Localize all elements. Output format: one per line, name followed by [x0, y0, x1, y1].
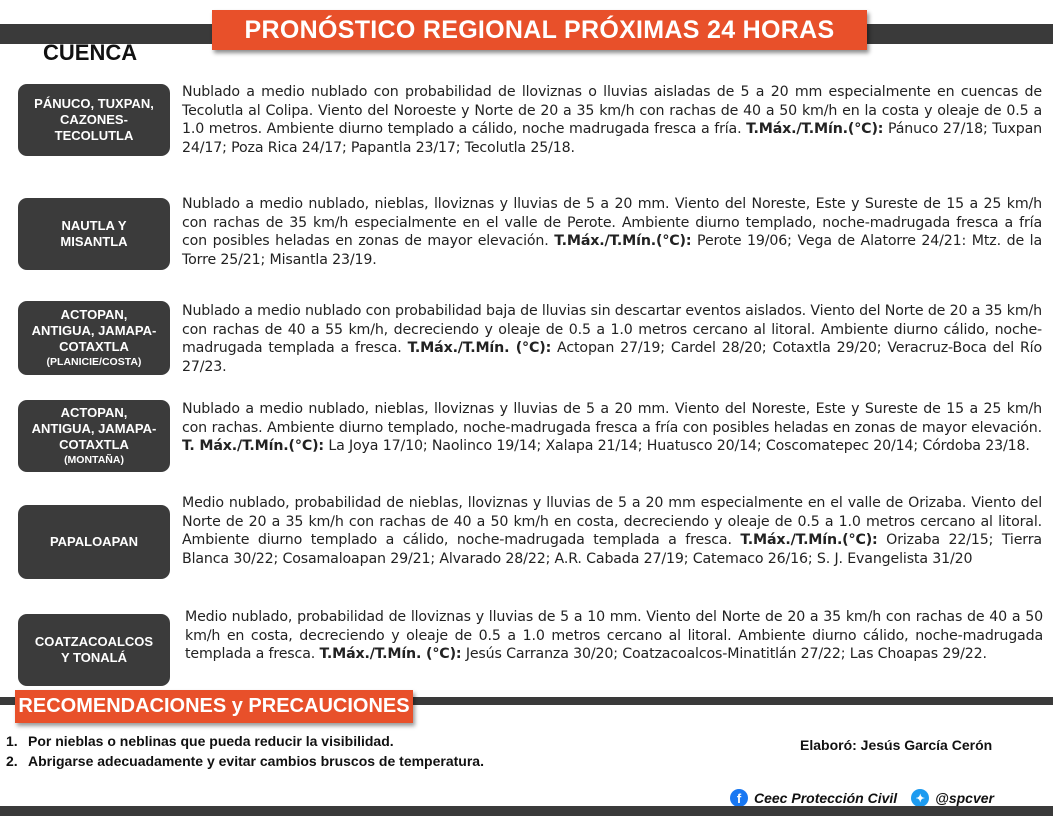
- forecast-text: Nublado a medio nublado, nieblas, lloviznas y lluvias de 5 a 20 mm. Viento del Noreste, Este y Sureste de 15 a 25 km/h con rachas. Ambiente diurno templado, noche-madrugada fresca a fría con posibles heladas en zonas de mayor elevación.: [182, 401, 1042, 436]
- region-forecast-actopan-costa: [182, 302, 1042, 376]
- region-forecast-actopan-montana: [182, 400, 1042, 456]
- forecast-text: Nublado a medio nublado con probabilidad de lloviznas o lluvias aisladas de 5 a 20 mm especialmente en cuencas de Tecolutla al Colipa. Viento del Noroeste y Norte de 20 a 35 km/h con rachas de 40 a 50 km/h en la costa y oleaje de 0.5 a 1.0 metros. Ambiente diurno templado a cálido, noche madrugada fresca a fría.: [182, 84, 1042, 137]
- section-label: CUENCA: [43, 40, 138, 65]
- twitter-icon[interactable]: ✦: [911, 789, 929, 807]
- list-item-text: Por nieblas o neblinas que pueda reducir la visibilidad.: [28, 733, 394, 749]
- temp-label: T.Máx./T.Mín.(°C):: [740, 532, 878, 548]
- region-name-line: ANTIGUA, JAMAPA-: [31, 421, 157, 436]
- temp-values: Perote 19/06; Vega de Alatorre 24/21: Mtz. de la Torre 25/21; Misantla 23/19.: [182, 233, 1042, 268]
- temp-label: T. Máx./T.Mín.(°C):: [182, 438, 324, 454]
- temp-values: La Joya 17/10; Naolinco 19/14; Xalapa 21/14; Huatusco 20/14; Coscomatepec 20/14; Córdoba 23/18.: [328, 438, 1030, 454]
- region-name-line: ANTIGUA, JAMAPA-: [31, 323, 157, 338]
- region-label-panuco: [18, 84, 170, 156]
- region-name-line: COTAXTLA: [59, 437, 129, 452]
- list-item: [6, 751, 484, 771]
- bottom-bar: [0, 806, 1053, 816]
- forecast-text: Medio nublado, probabilidad de nieblas, lloviznas y lluvias de 5 a 20 mm especialmente en el valle de Orizaba. Viento del Norte de 20 a 35 km/h con rachas de 40 a 50 km/h en costa, decreciendo y oleaje de 0.5 a 1.0 metros cercano al litoral. Ambiente diurno templado a cálido, noche-madrugada templada a fresca.: [182, 495, 1042, 548]
- region-forecast-coatzacoalcos: [185, 608, 1043, 664]
- forecast-text: Nublado a medio nublado, nieblas, lloviznas y lluvias de 5 a 20 mm. Viento del Noreste, Este y Sureste de 15 a 25 km/h con rachas de 35 km/h especialmente en el valle de Perote. Ambiente diurno templado, noche-madrugada fresca a fría con posibles heladas en zonas de mayor elevación.: [182, 196, 1042, 249]
- recommendations-title: RECOMENDACIONES y PRECAUCIONES: [15, 690, 413, 723]
- recommendations-list: [6, 731, 484, 771]
- region-label-papaloapan: [18, 505, 170, 579]
- page-title: PRONÓSTICO REGIONAL PRÓXIMAS 24 HORAS: [212, 10, 867, 50]
- region-name-line: PÁNUCO, TUXPAN,: [34, 96, 154, 111]
- region-name-line: PAPALOAPAN: [49, 534, 139, 549]
- region-subtitle: (MONTAÑA): [64, 454, 124, 466]
- region-name-line: ACTOPAN,: [60, 405, 128, 420]
- list-item-number: 1.: [6, 733, 18, 749]
- facebook-icon[interactable]: f: [730, 789, 748, 807]
- forecast-text: Nublado a medio nublado con probabilidad baja de lluvias sin descartar eventos aislados. Viento del Norte de 20 a 35 km/h con rachas de 40 a 55 km/h, decreciendo y oleaje de 0.5 a 1.0 metros cercano al litoral. Ambiente diurno cálido, noche-madrugada templada a fresca.: [182, 303, 1042, 356]
- temp-values: Orizaba 22/15; Tierra Blanca 30/22; Cosamaloapan 29/21; Alvarado 28/22; A.R. Cabada 27/19; Catemaco 26/16; S. J. Evangelista 31/20: [182, 532, 1042, 567]
- temp-label: T.Máx./T.Mín.(°C):: [554, 233, 692, 249]
- list-item-number: 2.: [6, 753, 18, 769]
- region-name-line: Y TONALÁ: [61, 650, 127, 665]
- author-credit: Elaboró: Jesús García Cerón: [800, 737, 993, 753]
- temp-label: T.Máx./T.Mín. (°C):: [319, 646, 462, 662]
- twitter-handle[interactable]: @spcver: [935, 790, 994, 806]
- list-item-text: Abrigarse adecuadamente y evitar cambios bruscos de temperatura.: [28, 753, 484, 769]
- region-name-line: NAUTLA Y: [61, 218, 127, 233]
- facebook-handle[interactable]: Ceec Protección Civil: [754, 790, 898, 806]
- temp-values: Pánuco 27/18; Tuxpan 24/17; Poza Rica 24/17; Papantla 23/17; Tecolutla 25/18.: [182, 121, 1042, 156]
- region-name-line: COTAXTLA: [59, 339, 129, 354]
- region-label-coatzacoalcos: [18, 614, 170, 686]
- region-name-line: MISANTLA: [60, 234, 128, 249]
- temp-values: Jesús Carranza 30/20; Coatzacoalcos-Minatitlán 27/22; Las Choapas 29/22.: [465, 646, 987, 662]
- region-label-actopan-montana: [18, 400, 170, 472]
- region-name-line: ACTOPAN,: [60, 307, 128, 322]
- region-name-line: TECOLUTLA: [54, 128, 134, 143]
- region-subtitle: (PLANICIE/COSTA): [46, 356, 142, 368]
- temp-values: Actopan 27/19; Cardel 28/20; Cotaxtla 29/20; Veracruz-Boca del Río 27/23.: [182, 340, 1042, 375]
- list-item: [6, 731, 484, 751]
- region-forecast-nautla: [182, 195, 1042, 269]
- region-label-actopan-costa: [18, 301, 170, 375]
- region-forecast-panuco: [182, 83, 1042, 157]
- region-name-line: COATZACOALCOS: [34, 634, 154, 649]
- temp-label: T.Máx./T.Mín. (°C):: [407, 340, 552, 356]
- region-label-nautla: [18, 198, 170, 270]
- forecast-text: Medio nublado, probabilidad de lloviznas y lluvias de 5 a 10 mm. Viento del Norte de 20 a 35 km/h con rachas de 40 a 50 km/h en costa, decreciendo y oleaje de 0.5 a 1.0 metros cercano al litoral. Ambiente diurno cálido, noche-madrugada templada a fresca.: [185, 609, 1043, 662]
- region-name-line: CAZONES-: [60, 112, 128, 127]
- temp-label: T.Máx./T.Mín.(°C):: [746, 121, 884, 137]
- region-forecast-papaloapan: [182, 494, 1042, 568]
